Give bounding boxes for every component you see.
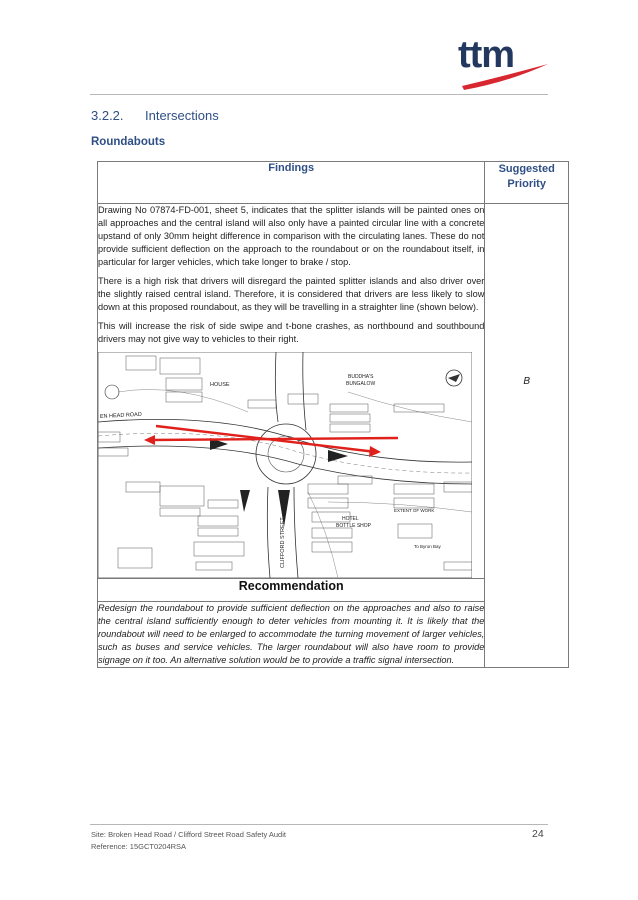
roundabout-drawing xyxy=(98,352,472,578)
drawing-label-extent: EXTENT OF WORK xyxy=(394,508,435,513)
footer-rule xyxy=(90,824,548,825)
findings-cell xyxy=(98,204,485,579)
findings-paragraph: This will increase the risk of side swipe and t-bone crashes, as northbound and southbound drivers may not give way to vehicles to their right. xyxy=(98,321,485,344)
drawing-label-hotel-2: BOTTLE SHOP xyxy=(336,523,372,529)
ttm-logo xyxy=(458,36,550,94)
drawing-label-hotel-1: HOTEL xyxy=(342,516,359,522)
drawing-label-buddhas-2: BUNGALOW xyxy=(346,381,376,387)
footer-reference: Reference: 15GCT0204RSA xyxy=(91,842,187,851)
drawing-label-clifford: CLIFFORD STREET xyxy=(280,517,286,568)
drawing-label-byron: To Byron Bay xyxy=(414,544,441,549)
priority-header-line2: Priority xyxy=(507,178,546,190)
drawing-label-road: EN HEAD ROAD xyxy=(99,411,142,420)
audit-table xyxy=(97,161,569,668)
footer-site: Site: Broken Head Road / Clifford Street Road Safety Audit xyxy=(91,830,286,839)
drawing-label-buddhas-1: BUDDHA'S xyxy=(348,374,374,380)
page-number: 24 xyxy=(532,828,544,840)
findings-paragraph: Drawing No 07874-FD-001, sheet 5, indicates that the splitter islands will be painted ones on all approaches and the central island will also only have a painted circular line with a concrete upstand of only 30mm height difference in comparison with the circulating lanes. These do not provide sufficient deflection on the approach to the roundabout or on the roundabout itself, in particular for larger vehicles, which take longer to brake / stop. xyxy=(98,205,485,267)
section-number: 3.2.2. xyxy=(91,108,124,123)
recommendation-text: Redesign the roundabout to provide sufficient deflection on the approaches and also to raise the central island sufficiently enough to deter vehicles from mounting it. It is likely that the roundabout will need to be enlarged to accommodate the turning movement of larger vehicles, such as buses and service vehicles. The larger roundabout will also have room to provide signage on it too. An alternative solution would be to provide a traffic signal intersection. xyxy=(98,602,485,668)
logo-text: ttm xyxy=(458,34,515,76)
section-title: Intersections xyxy=(145,108,219,123)
subsection-title: Roundabouts xyxy=(91,136,166,148)
findings-header: Findings xyxy=(98,162,485,204)
section-heading xyxy=(91,108,219,123)
priority-header-line1: Suggested xyxy=(498,163,555,175)
findings-paragraph: There is a high risk that drivers will disregard the painted splitter islands and also driver over the slightly raised central island. Therefore, it is considered that drivers are less likely to slow down at this proposed roundabout, as they will be travelling in a straighter line (shown below). xyxy=(98,276,485,312)
logo-swoosh-icon xyxy=(458,36,550,94)
recommendation-header: Recommendation xyxy=(98,579,485,602)
header-rule xyxy=(90,94,548,95)
priority-header xyxy=(485,162,569,204)
priority-value: B xyxy=(523,376,531,387)
drawing-label-house: HOUSE xyxy=(210,382,230,388)
priority-cell xyxy=(485,204,569,668)
